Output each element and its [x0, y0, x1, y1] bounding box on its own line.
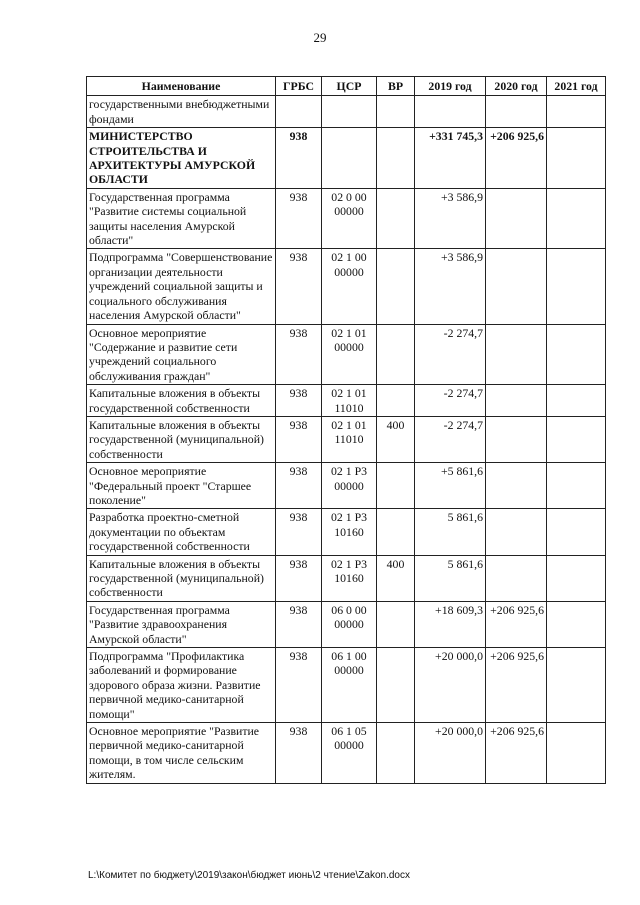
cell-2020: [486, 463, 547, 509]
table-row: [87, 463, 606, 509]
cell-vr: 400: [377, 416, 415, 462]
cell-2019: -2 274,7: [415, 324, 486, 385]
cell-2020: +206 925,6: [486, 128, 547, 189]
cell-2019: +3 586,9: [415, 188, 486, 249]
cell-csr: 02 1 P3 10160: [322, 509, 377, 555]
header-2021: 2021 год: [547, 77, 606, 96]
cell-grbs: 938: [276, 723, 322, 784]
cell-2020: [486, 555, 547, 601]
budget-table: [86, 76, 606, 784]
cell-vr: [377, 96, 415, 128]
cell-2021: [547, 324, 606, 385]
cell-name: МИНИСТЕРСТВО СТРОИТЕЛЬСТВА И АРХИТЕКТУРЫ АМУРСКОЙ ОБЛАСТИ: [87, 128, 276, 189]
cell-2020: +206 925,6: [486, 723, 547, 784]
cell-csr: 02 1 P3 00000: [322, 463, 377, 509]
cell-vr: [377, 601, 415, 647]
cell-grbs: [276, 96, 322, 128]
table-row: [87, 648, 606, 723]
cell-grbs: 938: [276, 128, 322, 189]
cell-2020: +206 925,6: [486, 648, 547, 723]
cell-grbs: 938: [276, 416, 322, 462]
cell-vr: [377, 463, 415, 509]
cell-csr: [322, 96, 377, 128]
cell-grbs: 938: [276, 555, 322, 601]
cell-2021: [547, 509, 606, 555]
cell-2020: [486, 416, 547, 462]
table-row: [87, 723, 606, 784]
cell-grbs: 938: [276, 324, 322, 385]
cell-csr: [322, 128, 377, 189]
table-row: [87, 188, 606, 249]
cell-csr: 02 1 P3 10160: [322, 555, 377, 601]
cell-csr: 06 0 00 00000: [322, 601, 377, 647]
cell-2021: [547, 416, 606, 462]
table-row: [87, 416, 606, 462]
cell-2019: +20 000,0: [415, 648, 486, 723]
cell-2019: 5 861,6: [415, 509, 486, 555]
cell-csr: 06 1 00 00000: [322, 648, 377, 723]
cell-name: Государственная программа "Развитие системы социальной защиты населения Амурской области": [87, 188, 276, 249]
cell-2020: +206 925,6: [486, 601, 547, 647]
header-2019: 2019 год: [415, 77, 486, 96]
cell-vr: [377, 723, 415, 784]
header-vr: ВР: [377, 77, 415, 96]
cell-name: Подпрограмма "Совершенствование организации деятельности учреждений социальной защиты и социального обслуживания населения Амурской области": [87, 249, 276, 324]
cell-2019: +20 000,0: [415, 723, 486, 784]
cell-2021: [547, 601, 606, 647]
cell-name: Основное мероприятие "Развитие первичной медико-санитарной помощи, в том числе сельским жителям.: [87, 723, 276, 784]
cell-name: Основное мероприятие "Содержание и развитие сети учреждений социального обслуживания граждан": [87, 324, 276, 385]
cell-csr: 06 1 05 00000: [322, 723, 377, 784]
table-row: [87, 96, 606, 128]
cell-2019: [415, 96, 486, 128]
cell-2021: [547, 385, 606, 417]
table-row: [87, 509, 606, 555]
table-row: [87, 324, 606, 385]
cell-name: государственными внебюджетными фондами: [87, 96, 276, 128]
cell-2019: +5 861,6: [415, 463, 486, 509]
cell-name: Государственная программа "Развитие здравоохранения Амурской области": [87, 601, 276, 647]
table-row: [87, 601, 606, 647]
file-path-footer: L:\Комитет по бюджету\2019\закон\бюджет июнь\2 чтение\Zakon.docx: [88, 870, 410, 881]
cell-csr: 02 1 01 11010: [322, 385, 377, 417]
cell-csr: 02 1 01 00000: [322, 324, 377, 385]
cell-2021: [547, 128, 606, 189]
header-2020: 2020 год: [486, 77, 547, 96]
table-row: [87, 249, 606, 324]
table-header-row: [87, 77, 606, 96]
header-grbs: ГРБС: [276, 77, 322, 96]
cell-grbs: 938: [276, 249, 322, 324]
cell-2019: -2 274,7: [415, 385, 486, 417]
cell-2021: [547, 723, 606, 784]
cell-vr: [377, 324, 415, 385]
cell-2021: [547, 463, 606, 509]
header-name: Наименование: [87, 77, 276, 96]
cell-csr: 02 0 00 00000: [322, 188, 377, 249]
cell-vr: [377, 249, 415, 324]
cell-grbs: 938: [276, 601, 322, 647]
cell-csr: 02 1 00 00000: [322, 249, 377, 324]
cell-vr: [377, 128, 415, 189]
cell-vr: [377, 509, 415, 555]
table-row: [87, 128, 606, 189]
cell-2019: +331 745,3: [415, 128, 486, 189]
header-csr: ЦСР: [322, 77, 377, 96]
cell-2021: [547, 555, 606, 601]
page-number: 29: [313, 30, 327, 45]
cell-2021: [547, 648, 606, 723]
cell-csr: 02 1 01 11010: [322, 416, 377, 462]
cell-vr: [377, 648, 415, 723]
cell-2020: [486, 249, 547, 324]
cell-2020: [486, 385, 547, 417]
cell-grbs: 938: [276, 509, 322, 555]
cell-grbs: 938: [276, 385, 322, 417]
cell-grbs: 938: [276, 648, 322, 723]
cell-name: Основное мероприятие "Федеральный проект "Старшее поколение": [87, 463, 276, 509]
cell-name: Капитальные вложения в объекты государственной (муниципальной) собственности: [87, 416, 276, 462]
table-row: [87, 385, 606, 417]
cell-vr: [377, 385, 415, 417]
cell-2020: [486, 96, 547, 128]
cell-grbs: 938: [276, 188, 322, 249]
cell-name: Капитальные вложения в объекты государственной собственности: [87, 385, 276, 417]
cell-vr: [377, 188, 415, 249]
cell-2019: +3 586,9: [415, 249, 486, 324]
cell-name: Подпрограмма "Профилактика заболеваний и формирование здорового образа жизни. Развитие первичной медико-санитарной помощи": [87, 648, 276, 723]
cell-2021: [547, 249, 606, 324]
cell-2021: [547, 188, 606, 249]
cell-grbs: 938: [276, 463, 322, 509]
cell-2019: 5 861,6: [415, 555, 486, 601]
cell-vr: 400: [377, 555, 415, 601]
cell-name: Разработка проектно-сметной документации по объектам государственной собственности: [87, 509, 276, 555]
cell-name: Капитальные вложения в объекты государственной (муниципальной) собственности: [87, 555, 276, 601]
cell-2020: [486, 188, 547, 249]
table-row: [87, 555, 606, 601]
cell-2019: -2 274,7: [415, 416, 486, 462]
cell-2020: [486, 324, 547, 385]
cell-2019: +18 609,3: [415, 601, 486, 647]
cell-2020: [486, 509, 547, 555]
cell-2021: [547, 96, 606, 128]
